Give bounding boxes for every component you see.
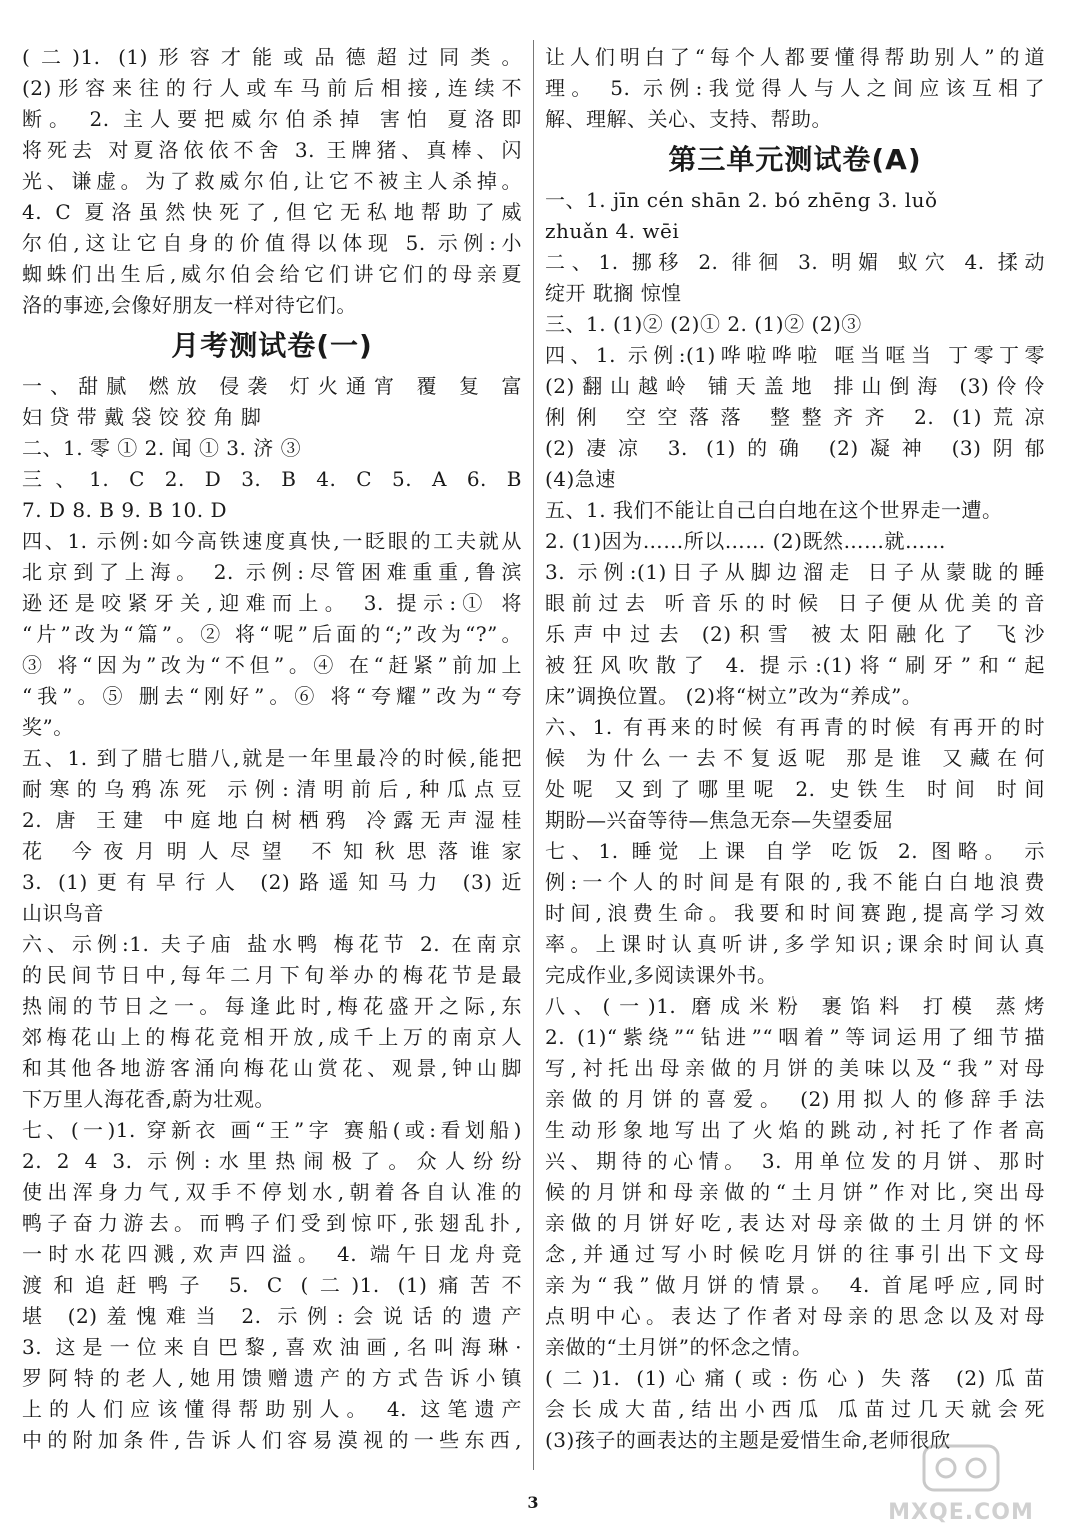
answer-line: ③ 将“因为”改为“不但”。④ 在“赶紧”前加上: [22, 653, 522, 677]
answer-line: 点明中心。表达了作者对母亲的思念以及对母: [545, 1304, 1045, 1328]
answer-line: 处呢 又到了哪里呢 2. 史铁生 时间 时间: [545, 777, 1045, 801]
answer-line: 使出浑身力气,双手不停划水,朝着各自认准的: [22, 1180, 522, 1204]
answer-line: 写,衬托出母亲做的月饼的美味以及“我”对母: [545, 1056, 1045, 1080]
answer-line: 蜘蛛们出生后,威尔伯会给它们讲它们的母亲夏: [22, 262, 522, 286]
answer-line: 候的月饼和母亲做的“土月饼”作对比,突出母: [545, 1180, 1045, 1204]
answer-line: (2)凄凉 3. (1)的确 (2)凝神 (3)阴郁: [545, 436, 1045, 460]
answer-line: 理。 5. 示例:我觉得人与人之间应该互相了: [545, 76, 1045, 100]
answer-line: 郊梅花山上的梅花竞相开放,成千上万的南京人: [22, 1025, 522, 1049]
answer-line: (3)孩子的画表达的主题是爱惜生命,老师很欣: [545, 1428, 951, 1452]
answer-line: 候 为什么一去不复返呢 那是谁 又藏在何: [545, 746, 1045, 770]
watermark-text: MXQE.COM: [888, 1500, 1034, 1525]
answer-line: 4. C 夏洛虽然快死了,但它无私地帮助了威: [22, 200, 522, 224]
answer-line: 时间,浪费生命。我要和时间赛跑,提高学习效: [545, 901, 1045, 925]
answer-line: 让人们明白了“每个人都要懂得帮助别人”的道: [545, 45, 1045, 69]
answer-line: 一、1. jīn cén shān 2. bó zhēng 3. luǒ: [545, 188, 938, 212]
answer-line: 七、1. 睡觉 上课 自学 吃饭 2. 图略。 示: [545, 839, 1045, 863]
answer-line: 尔伯,这让它自身的价值得以体现 5. 示例:小: [22, 231, 522, 255]
answer-line: 一时水花四溅,欢声四溢。 4. 端午日龙舟竞: [22, 1242, 522, 1266]
answer-line: 山识鸟音: [22, 901, 104, 925]
answer-line: zhuǎn 4. wēi: [545, 219, 680, 243]
answer-line: 耐寒的乌鸦冻死 示例:清明前后,种瓜点豆: [22, 777, 522, 801]
answer-line: 被狂风吹散了 4. 提示:(1)将“刷牙”和“起: [545, 653, 1045, 677]
answer-line: 3. (1)更有早行人 (2)路遥知马力 (3)近: [22, 870, 522, 894]
answer-line: 兴、期待的心情。 3. 用单位发的月饼、那时: [545, 1149, 1045, 1173]
answer-line: 的民间节日中,每年二月下旬举办的梅花节是最: [22, 963, 522, 987]
answer-line: 花 今夜月明人尽望 不知秋思落谁家: [22, 839, 522, 863]
left-column: [22, 42, 522, 1456]
column-divider: [533, 40, 534, 1470]
answer-line: 六、示例:1. 夫子庙 盐水鸭 梅花节 2. 在南京: [22, 932, 522, 956]
answer-line: 生动形象地写出了火焰的跳动,衬托了作者高: [545, 1118, 1045, 1142]
answer-line: 五、1. 到了腊七腊八,就是一年里最冷的时候,能把: [22, 746, 522, 770]
answer-line: 绽开 耽搁 惊惶: [545, 281, 682, 305]
answer-line: 眼前过去 听音乐的时候 日子便从优美的音: [545, 591, 1045, 615]
answer-line: 亲做的月饼的喜爱。 (2)用拟人的修辞手法: [545, 1087, 1045, 1111]
answer-line: 俐俐 空空落落 整整齐齐 2. (1)荒凉: [545, 405, 1045, 429]
answer-line: 六、1. 有再来的时候 有再青的时候 有再开的时: [545, 715, 1045, 739]
answer-line: (二)1. (1)心痛(或:伤心) 失落 (2)瓜苗: [545, 1366, 1045, 1390]
page-number: 3: [527, 1493, 539, 1512]
answer-line: 罗阿特的老人,她用馈赠遗产的方式告诉小镇: [22, 1366, 522, 1390]
answer-line: 渡和追赶鸭子 5. C (二)1. (1)痛苦不: [22, 1273, 522, 1297]
answer-line: 期盼—兴奋等待—焦急无奈—失望委屈: [545, 808, 894, 832]
answer-line: 堪 (2)羞愧难当 2. 示例:会说话的遗产: [22, 1304, 522, 1328]
watermark-badge-icon: [886, 1440, 1036, 1500]
answer-line: 奖”。: [22, 715, 74, 739]
answer-line: 四、1. 示例:(1)哗啦哗啦 哐当哐当 丁零丁零: [545, 343, 1045, 367]
answer-line: 洛的事迹,会像好朋友一样对待它们。: [22, 293, 357, 317]
answer-line: 2. (1)“紫绕”“钻进”“咽着”等词运用了细节描: [545, 1025, 1045, 1049]
answer-line: “片”改为“篇”。② 将“呢”后面的“;”改为“?”。: [22, 622, 522, 646]
answer-line: (4)急速: [545, 467, 616, 491]
answer-line: 一、甜腻 燃放 侵袭 灯火通宵 覆 复 富: [22, 374, 522, 398]
answer-line: 鸭子奋力游去。而鸭子们受到惊吓,张翅乱扑,: [22, 1211, 522, 1235]
answer-line: 五、1. 我们不能让自己白白地在这个世界走一遭。: [545, 498, 1003, 522]
answer-line: 八、(一)1. 磨成米粉 裹馅料 打模 蒸烤: [545, 994, 1045, 1018]
right-column: [545, 42, 1045, 1456]
answer-line: 2. 唐 王建 中庭地白树栖鸦 冷露无声湿桂: [22, 808, 522, 832]
answer-line: (2)翻山越岭 铺天盖地 排山倒海 (3)伶伶: [545, 374, 1045, 398]
answer-line: 热闹的节日之一。每逢此时,梅花盛开之际,东: [22, 994, 522, 1018]
answer-line: 2. 2 4 3. 示例:水里热闹极了。众人纷纷: [22, 1149, 522, 1173]
answer-line: (二)1. (1)形容才能或品德超过同类。: [22, 45, 522, 69]
watermark-logo: [886, 1440, 1036, 1525]
answer-line: 逊还是咬紧牙关,迎难而上。 3. 提示:① 将: [22, 591, 522, 615]
answer-line: 光、谦虚。为了救威尔伯,让它不被主人杀掉。: [22, 169, 522, 193]
answer-line: 床”调换位置。 (2)将“树立”改为“养成”。: [545, 684, 923, 708]
answer-line: 念,并通过写小时候吃月饼的往事引出下文母: [545, 1242, 1045, 1266]
answer-line: 将死去 对夏洛依依不舍 3. 王牌猪、真棒、闪: [22, 138, 522, 162]
answer-line: 亲做的月饼好吃,表达对母亲做的土月饼的怀: [545, 1211, 1045, 1235]
answer-line: 上的人们应该懂得帮助别人。 4. 这笔遗产: [22, 1397, 522, 1421]
answer-line: 2. (1)因为……所以…… (2)既然……就……: [545, 529, 946, 553]
answer-line: 妇 贷 带 戴 袋 饺 狡 角 脚: [22, 405, 262, 429]
answer-line: 例:一个人的时间是有限的,我不能白白地浪费: [545, 870, 1045, 894]
answer-line: 中的附加条件,告诉人们容易漠视的一些东西,: [22, 1428, 522, 1452]
answer-line: 三、1. (1)② (2)① 2. (1)② (2)③: [545, 312, 862, 336]
answer-line: “我”。⑤ 删去“刚好”。⑥ 将“夸耀”改为“夸: [22, 684, 522, 708]
answer-line: (2)形容来往的行人或车马前后相接,连续不: [22, 76, 522, 100]
answer-line: 乐声中过去 (2)积雪 被太阳融化了 飞沙: [545, 622, 1045, 646]
answer-line: 率。上课时认真听讲,多学知识;课余时间认真: [545, 932, 1045, 956]
answer-line: 亲做的“土月饼”的怀念之情。: [545, 1335, 813, 1359]
answer-line: 七、(一)1. 穿新衣 画“王”字 赛船(或:看划船): [22, 1118, 522, 1142]
answer-line: 7. D 8. B 9. B 10. D: [22, 498, 228, 522]
answer-line: 下万里人海花香,蔚为壮观。: [22, 1087, 275, 1111]
answer-line: 二、1. 零 ① 2. 闻 ① 3. 济 ③: [22, 436, 302, 460]
answer-line: 会长成大苗,结出小西瓜 瓜苗过几天就会死: [545, 1397, 1045, 1421]
answer-line: 北京到了上海。 2. 示例:尽管困难重重,鲁滨: [22, 560, 522, 584]
answer-line: 完成作业,多阅读课外书。: [545, 963, 778, 987]
answer-line: 3. 示例:(1)日子从脚边溜走 日子从蒙眬的睡: [545, 560, 1045, 584]
answer-line: 亲为“我”做月饼的情景。 4. 首尾呼应,同时: [545, 1273, 1045, 1297]
answer-line: 三、1. C 2. D 3. B 4. C 5. A 6. B: [22, 467, 522, 491]
answer-line: 和其他各地游客涌向梅花山赏花、观景,钟山脚: [22, 1056, 522, 1080]
answer-line: 断。 2. 主人要把威尔伯杀掉 害怕 夏洛即: [22, 107, 522, 131]
section-title: 第三单元测试卷(A): [668, 143, 922, 176]
answer-line: 3. 这是一位来自巴黎,喜欢油画,名叫海琳·: [22, 1335, 522, 1359]
section-title: 月考测试卷(一): [171, 329, 373, 362]
answer-line: 二、1. 挪移 2. 徘徊 3. 明媚 蚁穴 4. 揉动: [545, 250, 1045, 274]
answer-line: 解、理解、关心、支持、帮助。: [545, 107, 832, 131]
answer-line: 四、1. 示例:如今高铁速度真快,一眨眼的工夫就从: [22, 529, 522, 553]
